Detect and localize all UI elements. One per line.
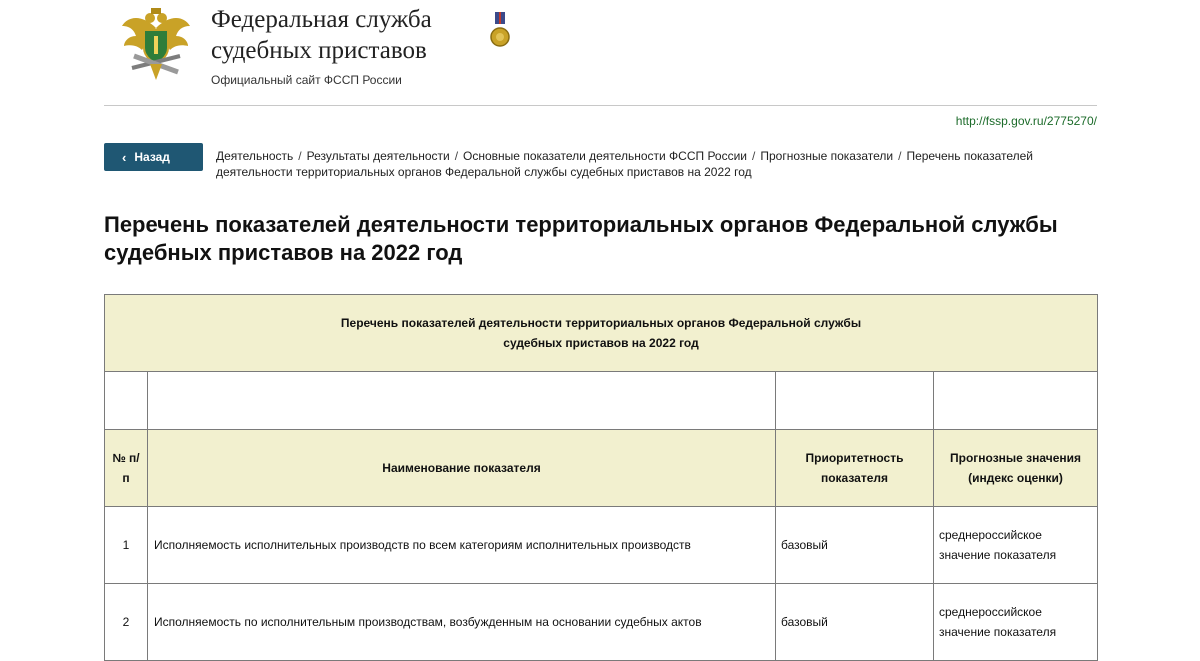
table-caption-line2: судебных приставов на 2022 год: [503, 336, 699, 350]
chevron-left-icon: ‹: [122, 149, 127, 165]
header-priority: Приоритетность показателя: [776, 430, 934, 507]
table-caption-row: [105, 295, 1098, 372]
breadcrumb-item[interactable]: Основные показатели деятельности ФССП России: [463, 149, 747, 163]
indicators-table: [104, 294, 1098, 661]
table-row: [105, 584, 1098, 661]
blank-cell: [105, 372, 148, 430]
site-subtitle: Официальный сайт ФССП России: [211, 73, 402, 87]
cell-priority: базовый: [776, 584, 934, 661]
breadcrumb: [216, 148, 1076, 180]
table-row: [105, 507, 1098, 584]
organization-title-line2: судебных приставов: [211, 37, 427, 64]
table-caption: [105, 295, 1098, 372]
breadcrumb-item[interactable]: Прогнозные показатели: [760, 149, 894, 163]
blank-cell: [934, 372, 1098, 430]
breadcrumb-separator: /: [752, 149, 756, 163]
table-blank-row: [105, 372, 1098, 430]
breadcrumb-separator: /: [454, 149, 459, 163]
breadcrumb-separator: /: [298, 149, 302, 163]
breadcrumb-current: Перечень показателей деятельности территориальных органов Федеральной службы судебных приставов на 2022 год: [216, 149, 1033, 179]
breadcrumb-item[interactable]: Результаты деятельности: [306, 149, 450, 163]
back-button-label: Назад: [134, 150, 170, 164]
header-num: № п/п: [105, 430, 148, 507]
page-title: Перечень показателей деятельности территориальных органов Федеральной службы судебных приставов на 2022 год: [104, 212, 1058, 265]
cell-forecast: среднероссийское значение показателя: [934, 507, 1098, 584]
breadcrumb-separator: /: [898, 149, 902, 163]
organization-title: [211, 4, 511, 66]
table-caption-line1: Перечень показателей деятельности территориальных органов Федеральной службы: [340, 316, 862, 330]
cell-priority: базовый: [776, 507, 934, 584]
page-url[interactable]: http://fssp.gov.ru/2775270/: [955, 114, 1097, 128]
cell-num: 2: [105, 584, 148, 661]
blank-cell: [776, 372, 934, 430]
header-divider: [104, 105, 1097, 106]
medal-icon: [489, 12, 511, 50]
organization-title-line1: Федеральная служба: [211, 6, 432, 33]
cell-name: Исполняемость по исполнительным производствам, возбужденным на основании судебных актов: [148, 584, 776, 661]
breadcrumb-item[interactable]: Деятельность: [216, 149, 294, 163]
back-button[interactable]: [104, 143, 203, 171]
table-header-row: [105, 430, 1098, 507]
cell-name: Исполняемость исполнительных производств по всем категориям исполнительных производств: [148, 507, 776, 584]
header-name: Наименование показателя: [148, 430, 776, 507]
cell-num: 1: [105, 507, 148, 584]
blank-cell: [148, 372, 776, 430]
fssp-emblem-icon: [120, 6, 192, 82]
cell-forecast: среднероссийское значение показателя: [934, 584, 1098, 661]
header-forecast: Прогнозные значения (индекс оценки): [934, 430, 1098, 507]
